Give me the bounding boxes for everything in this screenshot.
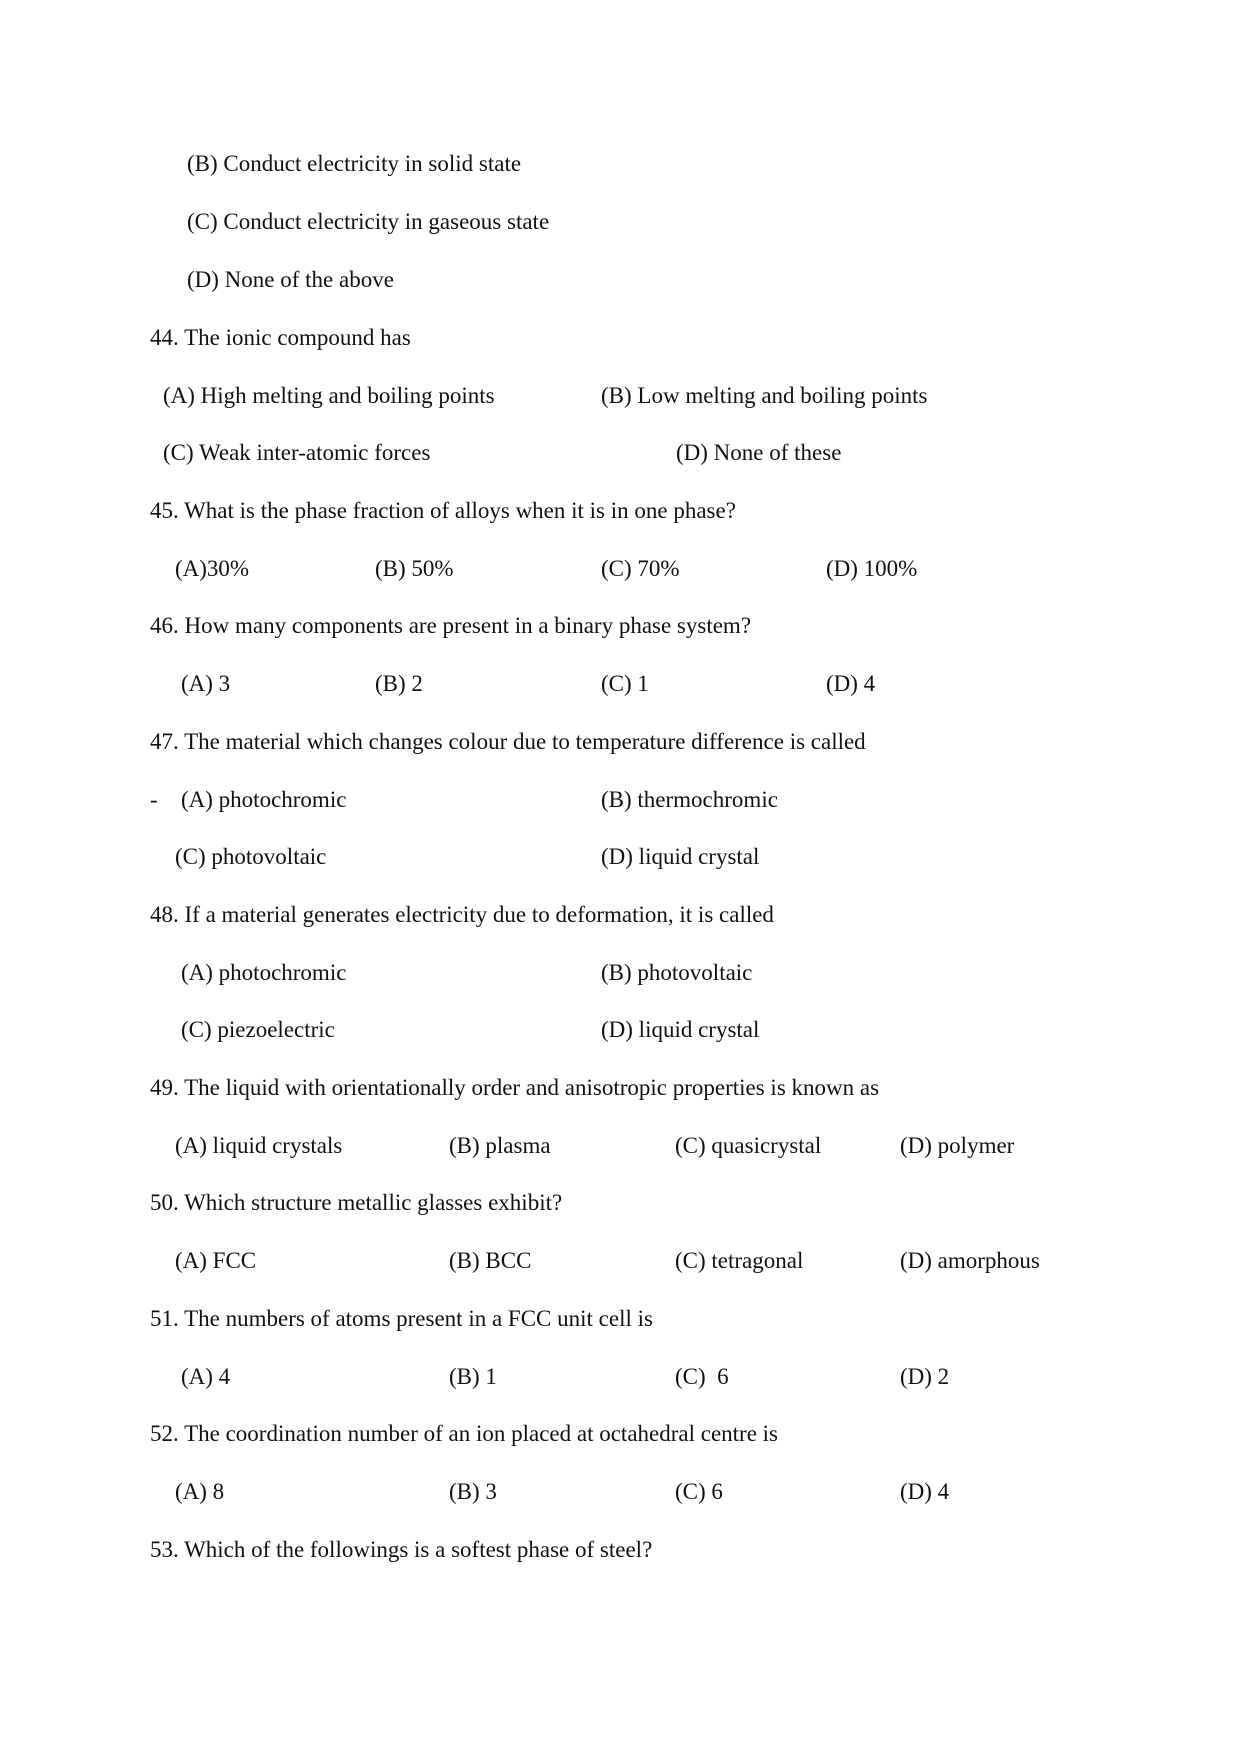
q52-option-b: (B) 3	[449, 1479, 497, 1504]
question-49-text: 49. The liquid with orientationally order and anisotropic properties is known as	[150, 1075, 880, 1100]
q48-option-a: (A) photochromic	[181, 960, 347, 985]
q47-option-c: (C) photovoltaic	[175, 844, 327, 869]
option-text: (C) Conduct electricity in gaseous state	[187, 209, 550, 234]
q50-option-c: (C) tetragonal	[675, 1248, 804, 1273]
question-50-text: 50. Which structure metallic glasses exhibit?	[150, 1190, 563, 1215]
question-45-text: 45. What is the phase fraction of alloys when it is in one phase?	[150, 498, 736, 523]
q50-option-d: (D) amorphous	[900, 1248, 1040, 1273]
question-46-text: 46. How many components are present in a binary phase system?	[150, 613, 752, 638]
q51-option-c: (C) 6	[675, 1364, 729, 1389]
q51-option-b: (B) 1	[449, 1364, 497, 1389]
q46-option-a: (A) 3	[181, 671, 231, 696]
q48-option-d: (D) liquid crystal	[601, 1017, 760, 1042]
q44-option-c: (C) Weak inter-atomic forces	[163, 440, 431, 465]
q47-option-a: (A) photochromic	[181, 787, 347, 812]
q44-option-a: (A) High melting and boiling points	[163, 383, 495, 408]
q46-option-c: (C) 1	[601, 671, 649, 696]
q52-option-c: (C) 6	[675, 1479, 723, 1504]
question-48-text: 48. If a material generates electricity due to deformation, it is called	[150, 902, 774, 927]
q49-option-d: (D) polymer	[900, 1133, 1015, 1158]
q45-option-a: (A)30%	[175, 556, 250, 581]
q44-option-b: (B) Low melting and boiling points	[601, 383, 928, 408]
q52-option-d: (D) 4	[900, 1479, 950, 1504]
question-53-text: 53. Which of the followings is a softest phase of steel?	[150, 1537, 653, 1562]
q51-option-a: (A) 4	[181, 1364, 231, 1389]
q52-option-a: (A) 8	[175, 1479, 225, 1504]
q49-option-b: (B) plasma	[449, 1133, 551, 1158]
q49-option-a: (A) liquid crystals	[175, 1133, 343, 1158]
q49-option-c: (C) quasicrystal	[675, 1133, 822, 1158]
question-44-text: 44. The ionic compound has	[150, 325, 411, 350]
q51-option-d: (D) 2	[900, 1364, 950, 1389]
q47-option-b: (B) thermochromic	[601, 787, 778, 812]
q47-option-d: (D) liquid crystal	[601, 844, 760, 869]
q45-option-c: (C) 70%	[601, 556, 680, 581]
q46-option-b: (B) 2	[375, 671, 423, 696]
question-52-text: 52. The coordination number of an ion placed at octahedral centre is	[150, 1421, 779, 1446]
q44-option-d: (D) None of these	[676, 440, 842, 465]
q50-option-b: (B) BCC	[449, 1248, 532, 1273]
stray-mark: -	[150, 787, 158, 812]
question-47-text: 47. The material which changes colour due to temperature difference is called	[150, 729, 866, 754]
q45-option-d: (D) 100%	[826, 556, 918, 581]
q46-option-d: (D) 4	[826, 671, 876, 696]
option-text: (B) Conduct electricity in solid state	[187, 151, 522, 176]
q50-option-a: (A) FCC	[175, 1248, 257, 1273]
q48-option-b: (B) photovoltaic	[601, 960, 753, 985]
q48-option-c: (C) piezoelectric	[181, 1017, 335, 1042]
q45-option-b: (B) 50%	[375, 556, 454, 581]
question-51-text: 51. The numbers of atoms present in a FCC unit cell is	[150, 1306, 653, 1331]
option-text: (D) None of the above	[187, 267, 394, 292]
